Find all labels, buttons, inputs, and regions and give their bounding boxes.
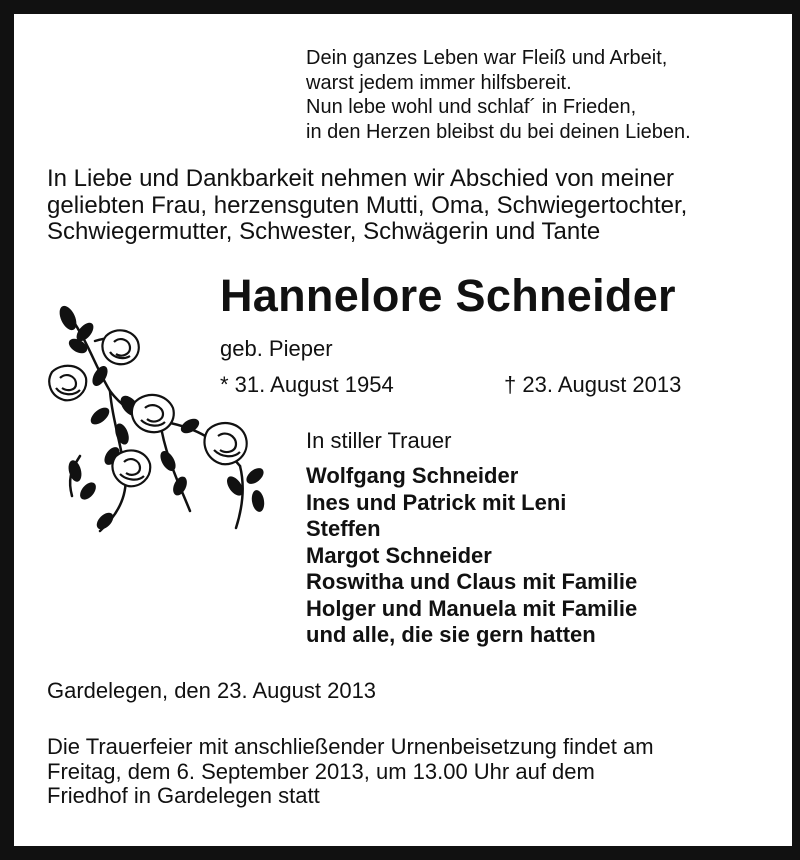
mourner-name: Wolfgang Schneider — [306, 463, 519, 488]
service-line: Freitag, dem 6. September 2013, um 13.00 Uhr auf dem — [47, 758, 595, 784]
mourner-name: Ines und Patrick mit Leni — [306, 489, 567, 515]
poem-line: in den Herzen bleibst du bei deinen Lieben. — [306, 120, 691, 143]
service-line: Friedhof in Gardelegen statt — [47, 783, 320, 808]
place-and-date: Gardelegen, den 23. August 2013 — [47, 678, 377, 703]
farewell-intro — [47, 166, 687, 246]
intro-line: In Liebe und Dankbarkeit nehmen wir Abschied von meiner — [47, 165, 675, 192]
poem-verse — [306, 46, 691, 144]
mourner-name: und alle, die sie gern hatten — [306, 622, 596, 647]
poem-line: warst jedem immer hilfsbereit. — [306, 71, 572, 94]
mourner-name: Steffen — [306, 516, 381, 541]
roses-illustration-icon — [40, 296, 280, 536]
intro-line: Schwiegermutter, Schwester, Schwägerin und Tante — [47, 218, 601, 245]
mourner-name: Margot Schneider — [306, 542, 492, 568]
mourning-heading: In stiller Trauer — [306, 428, 452, 453]
birth-date: * 31. August 1954 — [220, 372, 394, 397]
mourner-name: Holger und Manuela mit Familie — [306, 595, 638, 621]
poem-line: Nun lebe wohl und schlaf´ in Frieden, — [306, 96, 637, 118]
deceased-name: Hannelore Schneider — [220, 270, 676, 321]
funeral-service-info — [47, 735, 654, 809]
poem-line: Dein ganzes Leben war Fleiß und Arbeit, — [306, 47, 668, 69]
death-date: † 23. August 2013 — [504, 372, 682, 397]
mourner-name: Roswitha und Claus mit Familie — [306, 569, 638, 594]
mourners-list — [306, 463, 637, 649]
maiden-name: geb. Pieper — [220, 336, 333, 361]
service-line: Die Trauerfeier mit anschließender Urnenbeisetzung findet am — [47, 734, 654, 759]
intro-line: geliebten Frau, herzensguten Mutti, Oma, Schwiegertochter, — [47, 191, 688, 219]
